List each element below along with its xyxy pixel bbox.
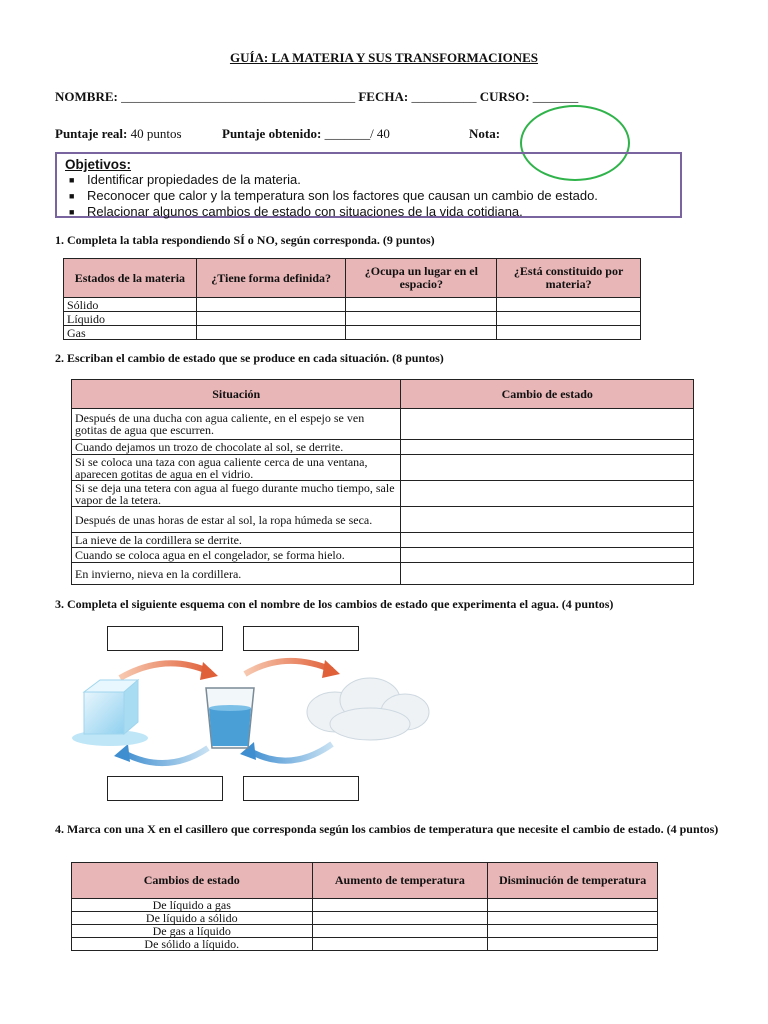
- answer-cell[interactable]: [346, 298, 497, 312]
- arrow-solid-to-liquid-icon: [120, 662, 218, 680]
- answer-cell[interactable]: [401, 548, 694, 563]
- question-3-prompt: 3. Completa el siguiente esquema con el nombre de los cambios de estado que experimenta el agua. (4 puntos): [55, 597, 614, 611]
- question-2-prompt: 2. Escriban el cambio de estado que se produce en cada situación. (8 puntos): [55, 351, 444, 365]
- fecha-field[interactable]: __________: [411, 89, 477, 104]
- puntaje-real-label: Puntaje real:: [55, 126, 128, 141]
- answer-box-evaporation[interactable]: [243, 626, 359, 651]
- situation-text: En invierno, nieva en la cordillera.: [72, 563, 401, 585]
- header-disminucion: Disminución de temperatura: [488, 863, 658, 899]
- answer-cell[interactable]: [196, 298, 346, 312]
- row-label-gas: Gas: [64, 326, 197, 340]
- mark-cell[interactable]: [488, 912, 658, 925]
- change-label: De líquido a gas: [72, 899, 313, 912]
- page-title: GUÍA: LA MATERIA Y SUS TRANSFORMACIONES: [229, 50, 539, 65]
- objective-item: [65, 172, 680, 188]
- answer-cell[interactable]: [401, 440, 694, 455]
- puntaje-obtenido-label: Puntaje obtenido:: [222, 126, 322, 141]
- header-cambios: Cambios de estado: [72, 863, 313, 899]
- question-1-prompt: 1. Completa la tabla respondiendo SÍ o NO, según corresponda. (9 puntos): [55, 233, 435, 247]
- situation-text: Después de una ducha con agua caliente, en el espejo se ven gotitas de agua que escurren.: [72, 409, 401, 440]
- mark-cell[interactable]: [488, 899, 658, 912]
- answer-cell[interactable]: [497, 312, 641, 326]
- cloud-vapor-icon: [307, 678, 429, 740]
- nombre-label: NOMBRE:: [55, 89, 118, 104]
- objectives-title: Objetivos:: [65, 157, 132, 172]
- answer-cell[interactable]: [401, 409, 694, 440]
- bullet-icon: ■: [69, 207, 75, 217]
- mark-cell[interactable]: [312, 899, 488, 912]
- objectives-box: [55, 152, 682, 218]
- objective-item: [65, 204, 680, 220]
- answer-cell[interactable]: [196, 312, 346, 326]
- header-espacio: ¿Ocupa un lugar en el espacio?: [346, 259, 497, 298]
- mark-cell[interactable]: [312, 938, 488, 951]
- answer-cell[interactable]: [497, 298, 641, 312]
- header-cambio: Cambio de estado: [401, 380, 694, 409]
- arrow-gas-to-liquid-icon: [240, 742, 332, 761]
- mark-cell[interactable]: [488, 925, 658, 938]
- situations-table: [71, 379, 694, 585]
- states-table: [63, 258, 641, 340]
- question-4-prompt: 4. Marca con una X en el casillero que corresponda según los cambios de temperatura que necesite el cambio de estado. (4 puntos): [55, 822, 719, 836]
- puntaje-real: [55, 126, 182, 142]
- header-aumento: Aumento de temperatura: [312, 863, 488, 899]
- glass-of-water-icon: [206, 688, 254, 748]
- answer-cell[interactable]: [401, 481, 694, 507]
- curso-label: CURSO:: [479, 89, 530, 104]
- answer-cell[interactable]: [401, 533, 694, 548]
- arrow-liquid-to-gas-icon: [245, 660, 340, 678]
- objective-item: [65, 188, 680, 204]
- puntaje-obtenido-field[interactable]: _______/ 40: [324, 126, 390, 141]
- ice-cube-icon: [72, 680, 148, 746]
- objective-text: Identificar propiedades de la materia.: [87, 172, 301, 187]
- header-situacion: Situación: [72, 380, 401, 409]
- answer-cell[interactable]: [346, 326, 497, 340]
- answer-cell[interactable]: [497, 326, 641, 340]
- situation-text: Después de unas horas de estar al sol, la ropa húmeda se seca.: [72, 507, 401, 533]
- row-label-solido: Sólido: [64, 298, 197, 312]
- situation-text: Cuando se coloca agua en el congelador, se forma hielo.: [72, 548, 401, 563]
- header-estados: Estados de la materia: [64, 259, 197, 298]
- water-cycle-diagram: [70, 650, 430, 780]
- answer-cell[interactable]: [196, 326, 346, 340]
- header-materia: ¿Está constituido por materia?: [497, 259, 641, 298]
- nombre-field[interactable]: ____________________________________: [121, 89, 356, 104]
- fecha-label: FECHA:: [358, 89, 409, 104]
- objective-text: Relacionar algunos cambios de estado con situaciones de la vida cotidiana.: [87, 204, 523, 219]
- situation-text: Cuando dejamos un trozo de chocolate al sol, se derrite.: [72, 440, 401, 455]
- change-label: De sólido a líquido.: [72, 938, 313, 951]
- curso-field[interactable]: _______: [532, 89, 579, 104]
- situation-text: La nieve de la cordillera se derrite.: [72, 533, 401, 548]
- answer-cell[interactable]: [401, 455, 694, 481]
- bullet-icon: ■: [69, 191, 75, 201]
- bullet-icon: ■: [69, 175, 75, 185]
- arrow-liquid-to-solid-icon: [114, 744, 208, 763]
- change-label: De líquido a sólido: [72, 912, 313, 925]
- answer-cell[interactable]: [401, 507, 694, 533]
- situation-text: Si se coloca una taza con agua caliente cerca de una ventana, aparecen gotitas de agua en el vidrio.: [72, 455, 401, 481]
- answer-cell[interactable]: [346, 312, 497, 326]
- row-label-liquido: Líquido: [64, 312, 197, 326]
- change-label: De gas a líquido: [72, 925, 313, 938]
- puntaje-obtenido: [222, 126, 390, 142]
- puntaje-real-value: 40 puntos: [130, 126, 182, 141]
- objective-text: Reconocer que calor y la temperatura son los factores que causan un cambio de estado.: [87, 188, 598, 203]
- mark-cell[interactable]: [488, 938, 658, 951]
- mark-cell[interactable]: [312, 925, 488, 938]
- nota-label: Nota:: [469, 126, 501, 141]
- header-forma: ¿Tiene forma definida?: [196, 259, 346, 298]
- situation-text: Si se deja una tetera con agua al fuego durante mucho tiempo, sale vapor de la tetera.: [72, 481, 401, 507]
- temperature-table: [71, 862, 658, 951]
- student-info-line: [55, 89, 578, 105]
- answer-cell[interactable]: [401, 563, 694, 585]
- mark-cell[interactable]: [312, 912, 488, 925]
- answer-box-fusion[interactable]: [107, 626, 223, 651]
